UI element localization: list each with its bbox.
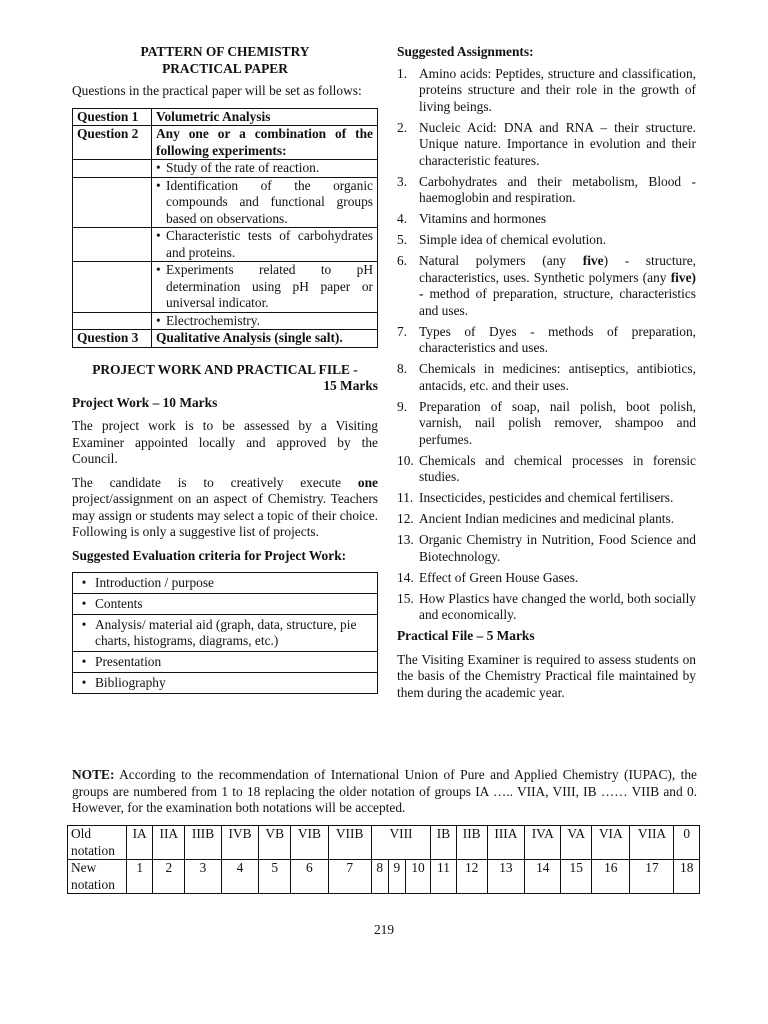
- assignments-list: [397, 66, 696, 624]
- criteria-item: Bibliography: [95, 675, 166, 690]
- practical-file-paragraph: The Visiting Examiner is required to assess students on the basis of the Chemistry Practical file maintained by them during the academic year.: [397, 651, 696, 700]
- list-item: 8. Chemicals in medicines: antiseptics, antibiotics, antacids, etc. and their uses.: [397, 361, 696, 393]
- table-row: [73, 177, 378, 228]
- table-row: [73, 228, 378, 262]
- project-paragraph: The project work is to be assessed by a Visiting Examiner appointed locally and approved by the Council.: [72, 418, 378, 466]
- section-title: PATTERN OF CHEMISTRY: [140, 44, 310, 59]
- bullet-icon: •: [156, 228, 161, 243]
- bullet-icon: •: [156, 262, 161, 277]
- table-row: [73, 330, 378, 348]
- section-subtitle: PRACTICAL PAPER: [162, 60, 288, 76]
- list-item: 3. Carbohydrates and their metabolism, Blood - haemoglobin and respiration.: [397, 173, 696, 205]
- criteria-item: Introduction / purpose: [95, 575, 215, 590]
- table-row: [73, 615, 378, 652]
- table-row: [73, 673, 378, 694]
- table-row: [73, 312, 378, 330]
- list-item: 13. Organic Chemistry in Nutrition, Food Science and Biotechnology.: [397, 532, 696, 564]
- question-text: Qualitative Analysis (single salt).: [152, 330, 378, 348]
- bullet-icon: •: [81, 617, 87, 632]
- list-item: 14. Effect of Green House Gases.: [397, 569, 579, 585]
- question-label: Question 2: [73, 126, 152, 160]
- bullet-icon: •: [156, 160, 161, 175]
- bullet-icon: •: [81, 575, 87, 590]
- list-item: 15. How Plastics have changed the world, both socially and economically.: [397, 590, 696, 622]
- row-label: New notation: [68, 860, 127, 894]
- list-item: 1. Amino acids: Peptides, structure and classification, proteins structure and their role in the growth of living beings.: [397, 65, 696, 114]
- practical-file-heading: Practical File – 5 Marks: [397, 628, 535, 643]
- question-text: Any one or a combination of the following experiments:: [152, 126, 378, 160]
- list-item: 9. Preparation of soap, nail polish, boot polish, varnish, nail polish remover, shampoo and perfumes.: [397, 398, 696, 447]
- left-column: [72, 44, 378, 694]
- table-row: [73, 573, 378, 594]
- note-paragraph: NOTE: According to the recommendation of International Union of Pure and Applied Chemistry (IUPAC), the groups are numbered from 1 to 18 replacing the older notation of groups IA ….. VIIA, VIII, IB …… VIIB and 0. However, for the examination both notations will be accepted.: [72, 767, 697, 815]
- experiment-item: Study of the rate of reaction.: [166, 160, 320, 175]
- experiment-item: Identification of the organic compounds and functional groups based on observations.: [166, 177, 373, 226]
- row-label: Old notation: [68, 826, 127, 860]
- intro-text: Questions in the practical paper will be set as follows:: [72, 83, 362, 98]
- list-item: 6. Natural polymers (any five) - structure, characteristics, uses. Synthetic polymers (any five) - method of preparation, structure, characteristics and uses.: [397, 253, 696, 318]
- list-item: 12. Ancient Indian medicines and medicinal plants.: [397, 511, 675, 526]
- table-row: [73, 160, 378, 178]
- bullet-icon: •: [156, 177, 161, 193]
- assignments-heading: Suggested Assignments:: [397, 44, 534, 59]
- table-row: [73, 126, 378, 160]
- criteria-item: Contents: [95, 596, 143, 611]
- project-marks: 15 Marks: [323, 378, 378, 393]
- list-item: 10. Chemicals and chemical processes in forensic studies.: [397, 452, 696, 484]
- list-item: 2. Nucleic Acid: DNA and RNA – their structure. Unique nature. Importance in evolution and their characteristic features.: [397, 119, 696, 168]
- question-table: [72, 108, 378, 348]
- table-row: [73, 652, 378, 673]
- list-item: 5. Simple idea of chemical evolution.: [397, 232, 607, 247]
- criteria-table: [72, 572, 378, 694]
- list-item: 4. Vitamins and hormones: [397, 211, 547, 226]
- list-item: 7. Types of Dyes - methods of preparation, characteristics and uses.: [397, 323, 696, 355]
- project-heading: PROJECT WORK AND PRACTICAL FILE -: [92, 361, 358, 377]
- bullet-icon: •: [81, 596, 87, 611]
- project-paragraph: The candidate is to creatively execute one project/assignment on an aspect of Chemistry. Teachers may assign or students may select a topic of their choice. Following is only a suggestive list of projects.: [72, 474, 378, 539]
- table-row: New notation 1 2 3 4 5 6 7 8 9 10 11 12 13 14 15 16 17 18: [68, 860, 700, 894]
- list-item: 11. Insecticides, pesticides and chemical fertilisers.: [397, 490, 674, 505]
- experiment-item: Experiments related to pH determination using pH paper or universal indicator.: [166, 262, 373, 310]
- right-column: [397, 44, 696, 701]
- table-row: [73, 262, 378, 313]
- criteria-item: Presentation: [95, 654, 162, 669]
- experiment-item: Characteristic tests of carbohydrates and proteins.: [166, 228, 373, 260]
- criteria-heading: Suggested Evaluation criteria for Project Work:: [72, 547, 347, 563]
- question-label: Question 3: [73, 330, 152, 348]
- bullet-icon: •: [156, 312, 161, 328]
- table-row: Old notation IA IIA IIIB IVB VB VIB VIIB VIII IB IIB IIIA IVA VA VIA VIIA 0: [68, 826, 700, 860]
- notation-table: [67, 825, 700, 894]
- project-work-heading: Project Work – 10 Marks: [72, 394, 218, 410]
- page-number: 219: [373, 922, 395, 937]
- experiment-item: Electrochemistry.: [166, 312, 260, 328]
- table-row: [73, 108, 378, 126]
- question-label: Question 1: [73, 108, 152, 126]
- question-text: Volumetric Analysis: [152, 108, 378, 126]
- criteria-item: Analysis/ material aid (graph, data, structure, pie charts, histograms, diagrams, etc.): [95, 617, 357, 648]
- bullet-icon: •: [81, 654, 87, 669]
- bullet-icon: •: [81, 675, 87, 690]
- table-row: [73, 594, 378, 615]
